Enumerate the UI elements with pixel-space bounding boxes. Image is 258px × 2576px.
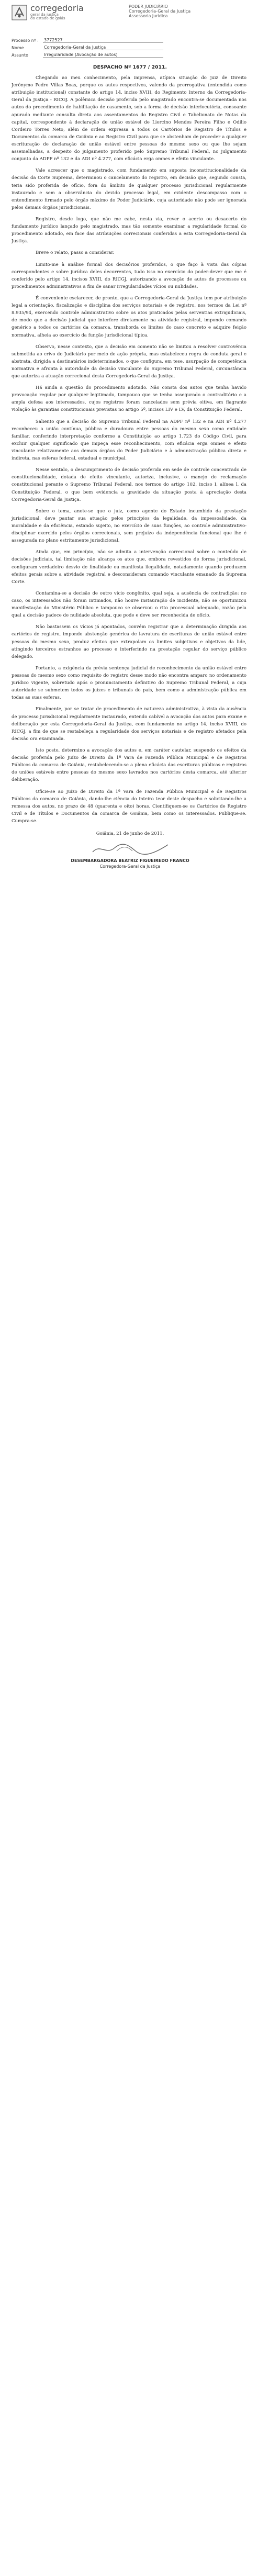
process-number-row (12, 37, 163, 44)
brand-subtitle: geral da justiça (30, 13, 59, 17)
document-header (12, 4, 249, 33)
name-label: Nome (12, 45, 24, 50)
paragraph: Registro, desde logo, que não me cabe, nesta via, rever o acerto ou desacerto do fundamento jurídico lançado pelo magistrado, mas tão somente examinar a regularidade formal do procedimento adotado, em face das atribuições correcionais conferidas a esta Corregedoria-Geral da Justiça. (12, 216, 246, 244)
paragraph: Isto posto, determino a avocação dos autos e, em caráter cautelar, suspendo os efeitos da decisão proferida pelo Juízo de Direito da 1ª Vara de Fazenda Pública Municipal e de Registros Públicos da comarca de Goiânia, restabelecendo-se a plena eficácia das escrituras públicas e registros de uniões estáveis entre pessoas do mesmo sexo lavrados nos cartórios desta comarca, até ulterior deliberação. (12, 747, 246, 783)
paragraph: Nesse sentido, o descumprimento de decisão proferida em sede de controle concentrado de constitucionalidade, dotada de efeito vinculante, autoriza, inclusive, o manejo de reclamação constitucional perante o Supremo Tribunal Federal, nos termos do artigo 102, inciso I, alínea l, da Constituição Federal, o que bem evidencia a gravidade da situação posta à apreciação desta Corregedoria-Geral da Justiça. (12, 467, 246, 502)
dispatch-body (12, 74, 246, 825)
paragraph: Breve o relato, passo a considerar. (36, 250, 115, 256)
paragraph: Sobre o tema, anote-se que o juiz, como agente do Estado incumbido da prestação jurisdicional, deve pautar sua atuação pelos princípios da legalidade, da impessoalidade, da moralidade e da eficiência, estando sujeito, no exercício de suas funções, ao controle administrativo-disciplinar exercido pelos órgãos correcionais, sem prejuízo da independência funcional que lhe é assegurada no plano estritamente jurisdicional. (12, 508, 246, 544)
dispatch-title: DESPACHO Nº 1677 / 2011. (93, 65, 167, 70)
signature-name: DESEMBARGADORA BEATRIZ FIGUEIREDO FRANCO (71, 858, 189, 864)
process-metadata (12, 37, 163, 59)
subject-value: Irregularidade (Avocação de autos) (43, 52, 163, 58)
paragraph: Contamina-se a decisão de outro vício congênito, qual seja, a ausência de contradição: no caso, os interessados não foram intimados, não houve instauração de incidente, não se oportunizou manifestação do Ministério Público e tampouco se observou o rito processual adequado, razão pela qual a decisão padece de nulidade absoluta, que pode e deve ser reconhecida de ofício. (12, 590, 246, 619)
paragraph: Há ainda a questão do procedimento adotado. Não consta dos autos que tenha havido provocação regular por qualquer legitimado, tampouco que se tenha assegurado o contraditório e a ampla defesa aos interessados, cujos registros foram cancelados sem prévia oitiva, em flagrante violação às garantias constitucionais previstas no artigo 5º, incisos LIV e LV, da Constituição Federal. (12, 385, 246, 413)
paragraph: Saliento que a decisão do Supremo Tribunal Federal na ADPF nº 132 e na ADI nº 4.277 reconheceu a união contínua, pública e duradoura entre pessoas do mesmo sexo como entidade familiar, conferindo interpretação conforme a Constituição ao artigo 1.723 do Código Civil, para excluir qualquer significado que impeça esse reconhecimento, com eficácia erga omnes e efeito vinculante relativamente aos demais órgãos do Poder Judiciário e à administração pública direta e indireta, nas esferas federal, estadual e municipal. (12, 419, 246, 462)
org-line-2: Corregedoria-Geral da Justiça (129, 9, 191, 14)
paragraph: Limito-me à análise formal dos decisórios proferidos, o que faço à vista das cópias correspondentes e sobre jurídica deles decorrentes, tudo isso no exercício do poder-dever que me é conferido pelo artigo 14, incisos XVIII, do RICGJ, autorizando a avocação de autos de processos ou procedimentos administrativos a fim de sanar irregularidades vícios ou nulidades. (12, 262, 246, 289)
brand-state: do estado de goiás (30, 16, 65, 21)
org-line-3: Assessoria Jurídica (129, 14, 168, 19)
brand-text (30, 4, 84, 21)
org-line-1: PODER JUDICIÁRIO (129, 4, 168, 9)
name-row (12, 44, 163, 51)
footer-space (12, 869, 249, 881)
brand-main-title: corregedoria (30, 3, 84, 13)
paragraph: Não bastassem os vícios já apontados, convém registrar que a determinação dirigida aos cartórios de registro, impondo abstenção genérica de lavratura de escrituras de união estável entre pessoas do mesmo sexo, produz efeitos que extrapolam os limites subjetivos e objetivos da lide, atingindo terceiros estranhos ao processo e interferindo na prestação regular do serviço público delegado. (12, 624, 246, 659)
paragraph: Ainda que, em princípio, não se admita a intervenção correcional sobre o conteúdo de decisões judiciais, tal limitação não alcança os atos que, embora revestidos de forma jurisdicional, configuram verdadeiro desvio de finalidade ou manifesta ilegalidade, notadamente quando produzem efeitos gerais sobre a atividade registral e desconsideram comando vinculante emanado da Suprema Corte. (12, 550, 246, 585)
paragraph: Portanto, a exigência da prévia sentença judicial de reconhecimento da união estável entre pessoas do mesmo sexo como requisito do registro desse modo não encontra amparo no ordenamento jurídico vigente, sobretudo após o pronunciamento definitivo do Supremo Tribunal Federal, a cuja autoridade se submetem todos os juízes e tribunais do país, bem como a administração pública em todas as suas esferas. (12, 665, 246, 701)
organization-block (129, 4, 190, 19)
subject-label: Assunto (12, 52, 28, 58)
paragraph: Finalmente, por se tratar de procedimento de natureza administrativa, à vista da ausência de processo jurisdicional regularmente instaurado, entendo cabível a avocação dos autos para exame e deliberação por esta Corregedoria-Geral da Justiça, com fundamento no artigo 14, inciso XVIII, do RICGJ, a fim de que se restabeleça a regularidade dos serviços notariais e de registro afetados pela decisão ora examinada. (12, 707, 246, 742)
process-number-value: 3772527 (43, 38, 163, 43)
process-number-label: Processo nº : (12, 38, 39, 43)
name-value: Corregedoria-Geral da Justiça (43, 45, 163, 50)
paragraph: Vale acrescer que o magistrado, com fundamento em suposta inconstitucionalidade da decisão da Corte Suprema, determinou o cancelamento do registro, em decisão que, segundo consta, teria sido proferida de ofício, fora do âmbito de qualquer processo jurisdicional regularmente instaurado e sem a observância do devido processo legal, em evidente descompasso com o entendimento firmado pelo órgão máximo do Poder Judiciário, cuja autoridade não pode ser ignorada pelos demais órgãos jurisdicionais. (12, 168, 246, 210)
paragraph: Oficie-se ao Juízo de Direito da 1ª Vara de Fazenda Pública Municipal e de Registros Públicos da comarca de Goiânia, dando-lhe ciência do inteiro teor deste despacho e solicitando-lhe a remessa dos autos, no prazo de 48 (quarenta e oito) horas. Cientifiquem-se os Cartórios de Registro Civil e de Títulos e Documentos da comarca de Goiânia, bem como os interessados. Publique-se. Cumpra-se. (12, 789, 246, 824)
brand-block (12, 4, 121, 21)
paragraph: Observo, nesse contexto, que a decisão em comento não se limitou a resolver controvérsia submetida ao crivo do Judiciário por meio de ação própria, mas estabeleceu regra de conduta geral e abstrata, dirigida a destinatários indeterminados, o que configura, em tese, usurpação de competência normativa e afronta à autoridade da decisão vinculante do Supremo Tribunal Federal, circunstância que autoriza a atuação correcional desta Corregedoria-Geral da Justiça. (12, 344, 246, 379)
signature-block (12, 841, 249, 869)
paragraph: Chegando ao meu conhecimento, pela imprensa, atípica situação do juiz de Direito Jerônymo Pedro Villas Boas, porque os autos respectivos, valendo da prerrogativa (entendida como atribuição institucional) constante do artigo 14, inciso XVIII, do Regimento Interno da Corregedoria-Geral da Justiça - RICGJ. A polêmica decisão proferida pelo magistrado encontra-se documentada nos autos do procedimento de habilitação de casamento, sob a forma de decisão interlocutória, consoante apurado mediante consulta direta aos assentamentos do Registro Civil e Tabelionato de Notas da capital, correspondente à declaração de união estável de Liorcino Mendes Pereira Filho e Odílio Cordeiro Torres Neto, além de ordem expressa a todos os Cartórios de Registro de Títulos e Documentos da comarca de Goiânia e ao Registro Civil para que se abstenham de proceder a qualquer escrituração de declaração de união estável entre pessoas do mesmo sexo ou que lhe sejam assemelhadas, a despeito do julgamento proferido pelo Supremo Tribunal Federal, no julgamento conjunto da ADPF nº 132 e da ADI nº 4.277, com eficácia erga omnes e efeito vinculante. (12, 75, 246, 162)
court-emblem-icon (12, 5, 27, 20)
signature-icon (88, 841, 172, 857)
signature-role: Corregedora-Geral da Justiça (99, 864, 161, 869)
document-date: Goiânia, 21 de junho de 2011. (96, 831, 164, 837)
paragraph: É conveniente esclarecer, de pronto, que a Corregedoria-Geral da Justiça tem por atribuição legal a orientação, fiscalização e disciplina dos serviços notariais e de registro, nos termos da Lei nº 8.935/94, exercendo controle administrativo sobre os atos praticados pelas serventias extrajudiciais, de modo que a decisão judicial que interfere diretamente na atividade registral, impondo comando genérico a todos os cartórios da comarca, transborda os limites do caso concreto e adquire feição normativa, alheia ao exercício da função jurisdicional típica. (12, 295, 246, 338)
subject-row (12, 51, 163, 59)
